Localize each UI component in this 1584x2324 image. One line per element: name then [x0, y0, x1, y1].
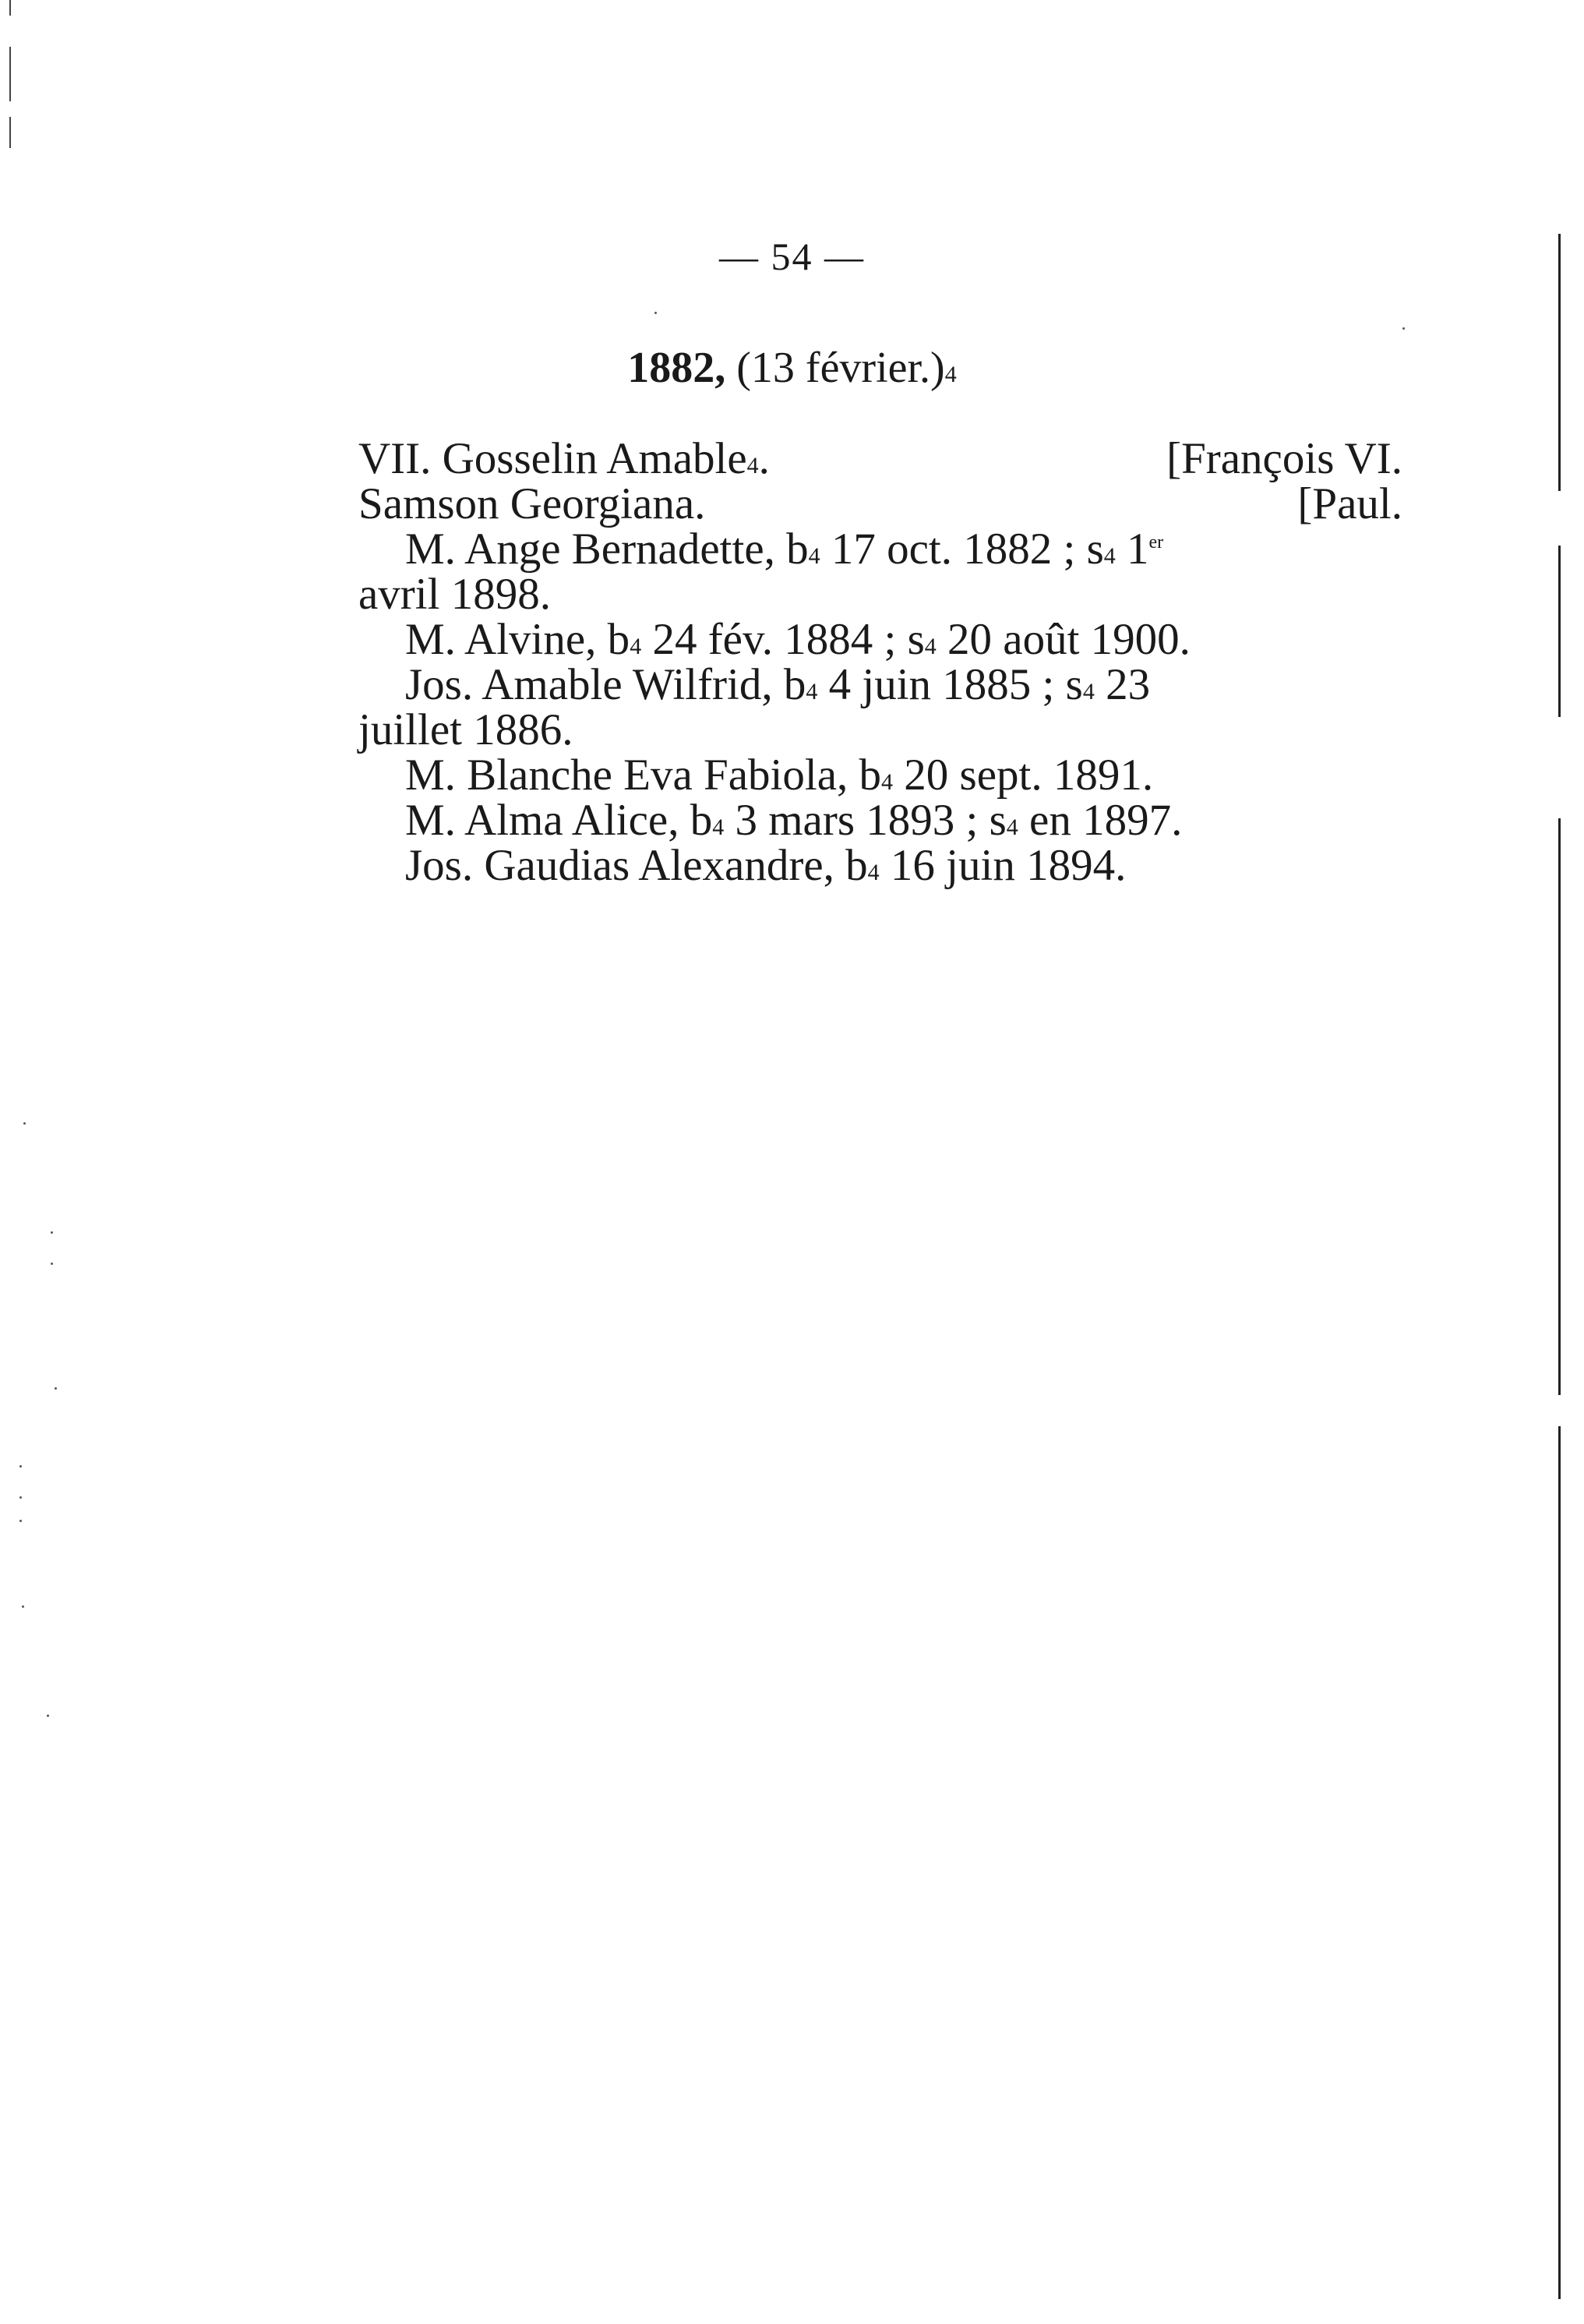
entry-ref: 4: [944, 362, 957, 387]
child-entry-text: 4 juin 1885 ; s: [817, 660, 1083, 709]
scan-edge-mark: [1558, 546, 1561, 717]
wife-line: [358, 479, 1402, 528]
scan-speck: [22, 1605, 24, 1608]
child-entry-text: M. Blanche Eva Fabiola, b: [405, 751, 882, 800]
continuation-line: [358, 705, 1402, 754]
scan-edge-mark: [9, 117, 11, 148]
scan-speck: [19, 1496, 22, 1499]
child-line: [358, 843, 1402, 888]
ref-number: 4: [867, 860, 880, 885]
child-line: [358, 524, 1402, 574]
ref-number: 4: [806, 679, 818, 705]
child-entry-text: Jos. Gaudias Alexandre, b: [405, 841, 868, 890]
child-entry-text: en 1897.: [1018, 796, 1183, 845]
husband-line: [358, 436, 1402, 482]
scan-edge-mark: [1558, 818, 1561, 1395]
scan-speck: [19, 1465, 22, 1468]
child-line: [358, 753, 1402, 798]
entry-year: 1882,: [627, 344, 726, 392]
scan-edge-mark: [9, 0, 11, 16]
ref-number: 4: [924, 634, 937, 659]
scan-speck: [55, 1387, 57, 1390]
scan-edge-mark: [9, 47, 11, 101]
ref-number: 4: [746, 453, 759, 479]
child-entry-text: 16 juin 1894.: [879, 841, 1127, 890]
child-entry-text: juillet 1886.: [358, 705, 573, 754]
scan-speck: [23, 1122, 26, 1125]
ref-number: 4: [881, 769, 894, 795]
child-entry-text: 23: [1094, 660, 1151, 709]
ref-number: 4: [1006, 814, 1018, 840]
child-entry-text: M. Alvine, b: [405, 615, 630, 664]
ref-number: 4: [1082, 679, 1095, 705]
ref-number: 4: [712, 814, 725, 840]
child-entry-text: M. Alma Alice, b: [405, 796, 713, 845]
child-entry-text: 1: [1115, 524, 1149, 574]
continuation-line: [358, 572, 1402, 617]
entry-date: (13 février.): [736, 344, 945, 392]
ref-number: 4: [630, 634, 642, 659]
child-entry-text: Jos. Amable Wilfrid, b: [405, 660, 806, 709]
child-entry-text: M. Ange Bernadette, b: [405, 524, 809, 574]
child-entry-text: 24 fév. 1884 ; s: [641, 615, 925, 664]
child-entry-text: 20 août 1900.: [936, 615, 1191, 664]
child-entry-text: avril 1898.: [358, 570, 551, 619]
ref-number: 4: [808, 543, 820, 569]
scan-speck: [1402, 327, 1405, 330]
superscript: er: [1148, 532, 1164, 553]
child-line: [358, 662, 1402, 708]
child-line: [358, 798, 1402, 843]
punctuation: .: [758, 434, 770, 483]
entry-heading: [0, 343, 1584, 393]
scan-speck: [47, 1715, 49, 1717]
child-entry-text: 20 sept. 1891.: [893, 751, 1154, 800]
husband-name: VII. Gosselin Amable: [358, 434, 747, 483]
husband-father: [François VI.: [1166, 434, 1402, 483]
page-number: — 54 —: [719, 235, 865, 278]
child-entry-text: 17 oct. 1882 ; s: [820, 524, 1104, 574]
scan-edge-mark: [1558, 1426, 1561, 2299]
child-entry-text: 3 mars 1893 ; s: [724, 796, 1007, 845]
genealogy-entry: [358, 436, 1402, 888]
ref-number: 4: [1103, 543, 1116, 569]
child-line: [358, 617, 1402, 662]
wife-name: Samson Georgiana.: [358, 479, 706, 528]
scan-speck: [51, 1263, 53, 1265]
scan-speck: [654, 312, 657, 314]
scan-speck: [19, 1520, 22, 1522]
wife-father: [Paul.: [1297, 479, 1402, 528]
scan-speck: [51, 1231, 53, 1234]
